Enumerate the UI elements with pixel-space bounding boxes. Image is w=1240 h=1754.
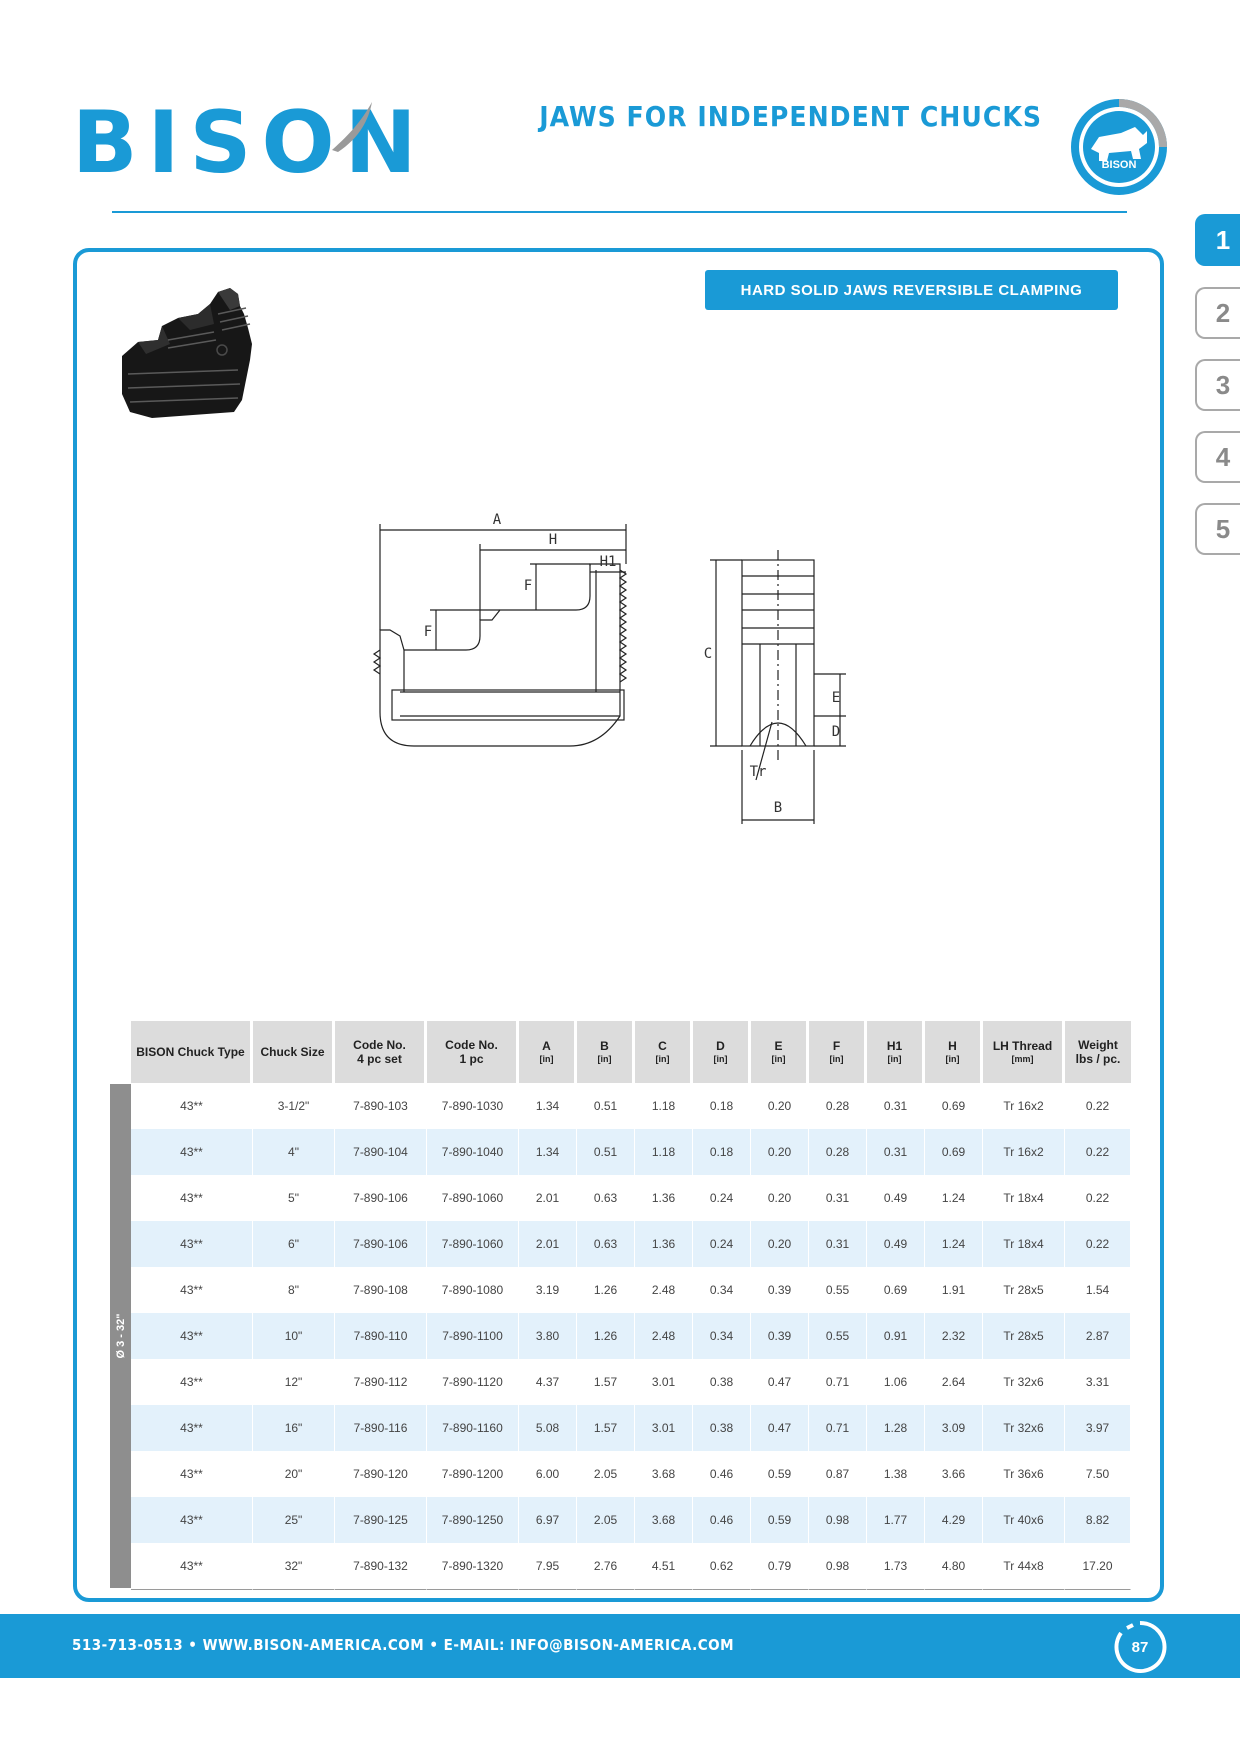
table-cell: 5.08	[519, 1405, 577, 1451]
table-cell: 3.68	[635, 1497, 693, 1543]
table-cell: 1.26	[577, 1313, 635, 1359]
table-cell: 1.24	[925, 1221, 983, 1267]
table-cell: 7-890-108	[335, 1267, 427, 1313]
tab-chapter-3[interactable]: 3	[1195, 359, 1240, 411]
table-cell: 7-890-1040	[427, 1129, 519, 1175]
table-row	[131, 1405, 1131, 1451]
table-cell: 3.66	[925, 1451, 983, 1497]
table-cell: 4.80	[925, 1543, 983, 1590]
table-cell: 1.18	[635, 1083, 693, 1129]
dim-label-a: A	[492, 512, 502, 528]
table-cell: 7-890-120	[335, 1451, 427, 1497]
table-cell: 0.34	[693, 1313, 751, 1359]
table-cell: 7-890-106	[335, 1221, 427, 1267]
table-cell: Tr 18x4	[983, 1175, 1065, 1221]
table-cell: 2.01	[519, 1221, 577, 1267]
table-cell: 3.09	[925, 1405, 983, 1451]
table-cell: 0.18	[693, 1083, 751, 1129]
table-cell: 1.54	[1065, 1267, 1131, 1313]
dim-label-f-upper: F	[523, 578, 533, 594]
table-row	[131, 1267, 1131, 1313]
table-cell: 4"	[253, 1129, 335, 1175]
bison-badge-icon	[1069, 97, 1169, 197]
table-cell: 2.87	[1065, 1313, 1131, 1359]
table-cell: 0.69	[925, 1083, 983, 1129]
table-cell: 6.97	[519, 1497, 577, 1543]
logo-horn-icon	[332, 102, 376, 152]
dim-label-tr: Tr	[749, 764, 767, 780]
table-cell: 0.91	[867, 1313, 925, 1359]
table-cell: Tr 16x2	[983, 1083, 1065, 1129]
table-cell: 7-890-1160	[427, 1405, 519, 1451]
table-cell: 2.05	[577, 1451, 635, 1497]
table-cell: 2.48	[635, 1267, 693, 1313]
table-cell: 12"	[253, 1359, 335, 1405]
page-title: JAWS FOR INDEPENDENT CHUCKS	[539, 100, 1042, 133]
dim-label-h: H	[548, 532, 558, 548]
table-cell: 1.38	[867, 1451, 925, 1497]
size-range-bar	[110, 1084, 131, 1588]
table-cell: 0.34	[693, 1267, 751, 1313]
table-row	[131, 1543, 1131, 1590]
table-row	[131, 1083, 1131, 1129]
table-cell: 0.22	[1065, 1175, 1131, 1221]
table-row	[131, 1359, 1131, 1405]
table-cell: 1.34	[519, 1083, 577, 1129]
table-cell: 1.18	[635, 1129, 693, 1175]
table-cell: 0.28	[809, 1083, 867, 1129]
table-cell: 0.87	[809, 1451, 867, 1497]
table-cell: 43**	[131, 1313, 253, 1359]
table-cell: 0.38	[693, 1359, 751, 1405]
table-cell: 3.31	[1065, 1359, 1131, 1405]
table-cell: 0.24	[693, 1175, 751, 1221]
table-cell: 2.01	[519, 1175, 577, 1221]
table-cell: 6.00	[519, 1451, 577, 1497]
table-cell: 0.98	[809, 1543, 867, 1590]
col-header: B [in]	[577, 1021, 635, 1083]
table-cell: 0.71	[809, 1405, 867, 1451]
table-cell: 0.98	[809, 1497, 867, 1543]
table-cell: 0.22	[1065, 1129, 1131, 1175]
col-header: C [in]	[635, 1021, 693, 1083]
table-cell: 7.95	[519, 1543, 577, 1590]
table-cell: 0.69	[867, 1267, 925, 1313]
table-cell: 0.71	[809, 1359, 867, 1405]
table-row	[131, 1175, 1131, 1221]
table-cell: 0.63	[577, 1175, 635, 1221]
col-header: F [in]	[809, 1021, 867, 1083]
table-cell: 7-890-116	[335, 1405, 427, 1451]
table-cell: 1.24	[925, 1175, 983, 1221]
table-cell: 7-890-1030	[427, 1083, 519, 1129]
table-cell: 43**	[131, 1083, 253, 1129]
col-header: BISON Chuck Type	[131, 1021, 253, 1083]
col-header: E [in]	[751, 1021, 809, 1083]
col-header: H [in]	[925, 1021, 983, 1083]
table-cell: 7-890-1060	[427, 1175, 519, 1221]
table-cell: 43**	[131, 1543, 253, 1590]
table-cell: 0.63	[577, 1221, 635, 1267]
table-cell: 0.49	[867, 1175, 925, 1221]
table-cell: 6"	[253, 1221, 335, 1267]
table-row	[131, 1497, 1131, 1543]
table-cell: 1.28	[867, 1405, 925, 1451]
table-cell: 0.18	[693, 1129, 751, 1175]
table-cell: 1.06	[867, 1359, 925, 1405]
table-row	[131, 1313, 1131, 1359]
table-cell: 43**	[131, 1221, 253, 1267]
table-cell: Tr 44x8	[983, 1543, 1065, 1590]
table-cell: 43**	[131, 1175, 253, 1221]
table-cell: 7-890-132	[335, 1543, 427, 1590]
table-cell: 7-890-1120	[427, 1359, 519, 1405]
col-header: A [in]	[519, 1021, 577, 1083]
table-cell: 17.20	[1065, 1543, 1131, 1590]
table-cell: 5"	[253, 1175, 335, 1221]
table-cell: 0.55	[809, 1267, 867, 1313]
table-cell: 0.47	[751, 1359, 809, 1405]
table-cell: 20"	[253, 1451, 335, 1497]
table-cell: 0.31	[867, 1129, 925, 1175]
table-row	[131, 1221, 1131, 1267]
dim-label-h1: H1	[599, 554, 617, 570]
table-cell: Tr 32x6	[983, 1405, 1065, 1451]
table-cell: 1.36	[635, 1175, 693, 1221]
table-cell: Tr 28x5	[983, 1313, 1065, 1359]
col-header: Code No. 1 pc	[427, 1021, 519, 1083]
table-cell: 0.31	[809, 1175, 867, 1221]
table-cell: 32"	[253, 1543, 335, 1590]
table-header-row	[131, 1021, 1131, 1083]
table-cell: 0.51	[577, 1083, 635, 1129]
table-cell: 43**	[131, 1359, 253, 1405]
table-cell: 1.77	[867, 1497, 925, 1543]
table-cell: 0.20	[751, 1221, 809, 1267]
table-cell: 1.91	[925, 1267, 983, 1313]
table-cell: 43**	[131, 1267, 253, 1313]
table-cell: 7-890-1080	[427, 1267, 519, 1313]
col-header: Code No. 4 pc set	[335, 1021, 427, 1083]
page-number: 87	[1131, 1638, 1149, 1656]
table-cell: 0.22	[1065, 1221, 1131, 1267]
table-cell: 0.31	[809, 1221, 867, 1267]
table-cell: 3.80	[519, 1313, 577, 1359]
table-cell: Tr 40x6	[983, 1497, 1065, 1543]
table-cell: Tr 36x6	[983, 1451, 1065, 1497]
table-cell: 25"	[253, 1497, 335, 1543]
table-cell: 7.50	[1065, 1451, 1131, 1497]
table-cell: 3-1/2"	[253, 1083, 335, 1129]
bison-logo: BISON	[72, 93, 427, 193]
table-cell: 7-890-112	[335, 1359, 427, 1405]
table-cell: 0.20	[751, 1129, 809, 1175]
col-header: Weight lbs / pc.	[1065, 1021, 1131, 1083]
table-cell: 1.73	[867, 1543, 925, 1590]
table-cell: 0.46	[693, 1451, 751, 1497]
badge-label: BISON	[1101, 159, 1137, 171]
table-cell: 1.57	[577, 1359, 635, 1405]
table-cell: 7-890-1200	[427, 1451, 519, 1497]
table-cell: 0.38	[693, 1405, 751, 1451]
table-cell: 0.31	[867, 1083, 925, 1129]
table-cell: 3.01	[635, 1405, 693, 1451]
table-cell: 2.76	[577, 1543, 635, 1590]
table-cell: 7-890-1060	[427, 1221, 519, 1267]
table-cell: 4.51	[635, 1543, 693, 1590]
table-cell: 7-890-104	[335, 1129, 427, 1175]
table-cell: 0.28	[809, 1129, 867, 1175]
table-cell: 3.97	[1065, 1405, 1131, 1451]
table-cell: 0.55	[809, 1313, 867, 1359]
table-cell: 0.51	[577, 1129, 635, 1175]
col-header: Chuck Size	[253, 1021, 335, 1083]
table-cell: 0.24	[693, 1221, 751, 1267]
dim-label-b: B	[773, 800, 783, 816]
header-divider	[112, 211, 1127, 213]
table-cell: 3.68	[635, 1451, 693, 1497]
table-cell: Tr 18x4	[983, 1221, 1065, 1267]
table-cell: 0.49	[867, 1221, 925, 1267]
table-cell: 4.29	[925, 1497, 983, 1543]
footer-contact: 513-713-0513 • WWW.BISON-AMERICA.COM • E-MAIL: INFO@BISON-AMERICA.COM	[72, 1636, 735, 1654]
table-row	[131, 1129, 1131, 1175]
table-cell: 7-890-110	[335, 1313, 427, 1359]
tab-chapter-5[interactable]: 5	[1195, 503, 1240, 555]
table-cell: 43**	[131, 1451, 253, 1497]
table-cell: Tr 16x2	[983, 1129, 1065, 1175]
table-cell: 0.20	[751, 1083, 809, 1129]
size-range-label: Ø 3 - 32"	[114, 1313, 127, 1359]
table-cell: 2.32	[925, 1313, 983, 1359]
spec-table	[131, 1021, 1131, 1590]
table-cell: 0.79	[751, 1543, 809, 1590]
table-cell: 0.69	[925, 1129, 983, 1175]
col-header: D [in]	[693, 1021, 751, 1083]
table-cell: 0.47	[751, 1405, 809, 1451]
page-number-badge	[1113, 1620, 1167, 1674]
tab-chapter-4[interactable]: 4	[1195, 431, 1240, 483]
table-cell: 3.01	[635, 1359, 693, 1405]
table-cell: 0.20	[751, 1175, 809, 1221]
jaw-product-image	[118, 284, 298, 454]
table-row	[131, 1451, 1131, 1497]
table-cell: 16"	[253, 1405, 335, 1451]
table-cell: 8"	[253, 1267, 335, 1313]
table-cell: 1.57	[577, 1405, 635, 1451]
table-cell: 43**	[131, 1497, 253, 1543]
table-cell: 8.82	[1065, 1497, 1131, 1543]
table-cell: 0.39	[751, 1267, 809, 1313]
table-cell: 1.36	[635, 1221, 693, 1267]
col-header: LH Thread [mm]	[983, 1021, 1065, 1083]
table-cell: 2.64	[925, 1359, 983, 1405]
table-cell: 3.19	[519, 1267, 577, 1313]
table-cell: 43**	[131, 1129, 253, 1175]
table-cell: 43**	[131, 1405, 253, 1451]
table-cell: 0.59	[751, 1451, 809, 1497]
table-cell: 0.46	[693, 1497, 751, 1543]
table-cell: 1.34	[519, 1129, 577, 1175]
table-cell: 0.62	[693, 1543, 751, 1590]
section-label: HARD SOLID JAWS REVERSIBLE CLAMPING	[705, 270, 1118, 310]
table-cell: 0.59	[751, 1497, 809, 1543]
table-cell: 2.48	[635, 1313, 693, 1359]
table-cell: Tr 32x6	[983, 1359, 1065, 1405]
table-cell: 7-890-103	[335, 1083, 427, 1129]
jaw-technical-drawing	[370, 460, 870, 840]
table-cell: 4.37	[519, 1359, 577, 1405]
table-cell: 7-890-125	[335, 1497, 427, 1543]
table-cell: Tr 28x5	[983, 1267, 1065, 1313]
tab-chapter-2[interactable]: 2	[1195, 287, 1240, 339]
table-cell: 0.22	[1065, 1083, 1131, 1129]
dim-label-e: E	[831, 690, 841, 706]
dim-label-d: D	[831, 724, 841, 740]
col-header: H1 [in]	[867, 1021, 925, 1083]
table-cell: 2.05	[577, 1497, 635, 1543]
table-cell: 7-890-1250	[427, 1497, 519, 1543]
table-cell: 7-890-106	[335, 1175, 427, 1221]
dim-label-c: C	[703, 646, 713, 662]
table-cell: 0.39	[751, 1313, 809, 1359]
table-cell: 1.26	[577, 1267, 635, 1313]
dim-label-f-lower: F	[423, 624, 433, 640]
table-cell: 7-890-1100	[427, 1313, 519, 1359]
table-cell: 10"	[253, 1313, 335, 1359]
tab-chapter-1[interactable]: 1	[1195, 214, 1240, 266]
table-cell: 7-890-1320	[427, 1543, 519, 1590]
